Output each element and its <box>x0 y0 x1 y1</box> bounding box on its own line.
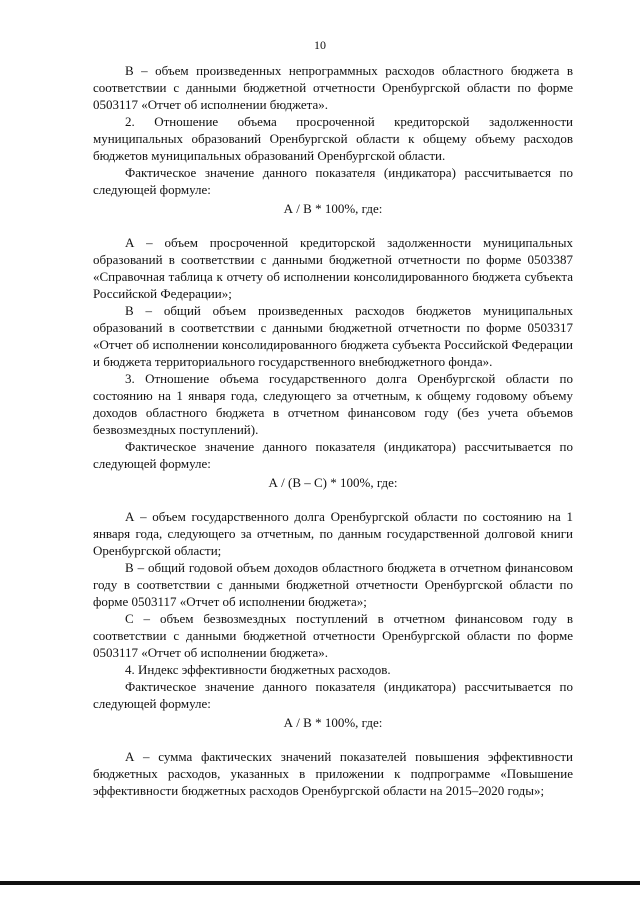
document-body <box>93 62 573 799</box>
paragraph-formula-intro-2: Фактическое значение данного показателя (индикатора) рассчитывается по следующей формуле: <box>93 439 573 471</box>
formula-2: А / (В – С) * 100%, где: <box>268 475 398 490</box>
paragraph-definition-c-gratuitous: С – объем безвозмездных поступлений в отчетном финансовом году в соответствии с данными бюджетной отчетности Оренбургской области по форме 0503117 «Отчет об исполнении бюджета». <box>93 611 573 660</box>
formula-3: А / В * 100%, где: <box>283 715 383 730</box>
paragraph-item-2-heading: 2. Отношение объема просроченной кредиторской задолженности муниципальных образований Оренбургской области к общему объему расходов бюджетов муниципальных образований Оренбургской области. <box>93 114 573 163</box>
page-number: 10 <box>314 38 326 52</box>
paragraph-item-4-heading: 4. Индекс эффективности бюджетных расходов. <box>125 662 391 677</box>
paragraph-definition-a-overdue: А – объем просроченной кредиторской задолженности муниципальных образований в соответствии с данными бюджетной отчетности по форме 0503387 «Справочная таблица к отчету об исполнении консолидированного бюджета субъекта Российской Федерации»; <box>93 235 573 301</box>
paragraph-definition-a-efficiency: А – сумма фактических значений показателей повышения эффективности бюджетных расходов, указанных в приложении к подпрограмме «Повышение эффективности бюджетных расходов Оренбургской области на 2015–2020 годы»; <box>93 749 573 798</box>
paragraph-definition-b-revenue: В – общий годовой объем доходов областного бюджета в отчетном финансовом году в соответствии с данными бюджетной отчетности Оренбургской области по форме 0503117 «Отчет об исполнении бюджета»; <box>93 560 573 609</box>
formula-1: А / В * 100%, где: <box>283 201 383 216</box>
paragraph-item-3-heading: 3. Отношение объема государственного долга Оренбургской области по состоянию на 1 января года, следующего за отчетным, к общему годовому объему доходов областного бюджета в отчетном финансовом году (без учета объемов безвозмездных поступлений). <box>93 371 573 437</box>
paragraph-definition-b-nonprogram: В – объем произведенных непрограммных расходов областного бюджета в соответствии с данными бюджетной отчетности Оренбургской области по форме 0503117 «Отчет об исполнении бюджета». <box>93 63 573 112</box>
paragraph-formula-intro-3: Фактическое значение данного показателя (индикатора) рассчитывается по следующей формуле: <box>93 679 573 711</box>
scan-edge-line <box>0 881 640 885</box>
paragraph-definition-a-debt: А – объем государственного долга Оренбургской области по состоянию на 1 января года, следующего за отчетным, по данным государственной долговой книги Оренбургской области; <box>93 509 573 558</box>
paragraph-definition-b-municipal: В – общий объем произведенных расходов бюджетов муниципальных образований в соответствии с данными бюджетной отчетности по форме 0503317 «Отчет об исполнении консолидированного бюджета субъекта Российской Федерации и бюджета территориального государственного внебюджетного фонда». <box>93 303 573 369</box>
paragraph-formula-intro-1: Фактическое значение данного показателя (индикатора) рассчитывается по следующей формуле: <box>93 165 573 197</box>
